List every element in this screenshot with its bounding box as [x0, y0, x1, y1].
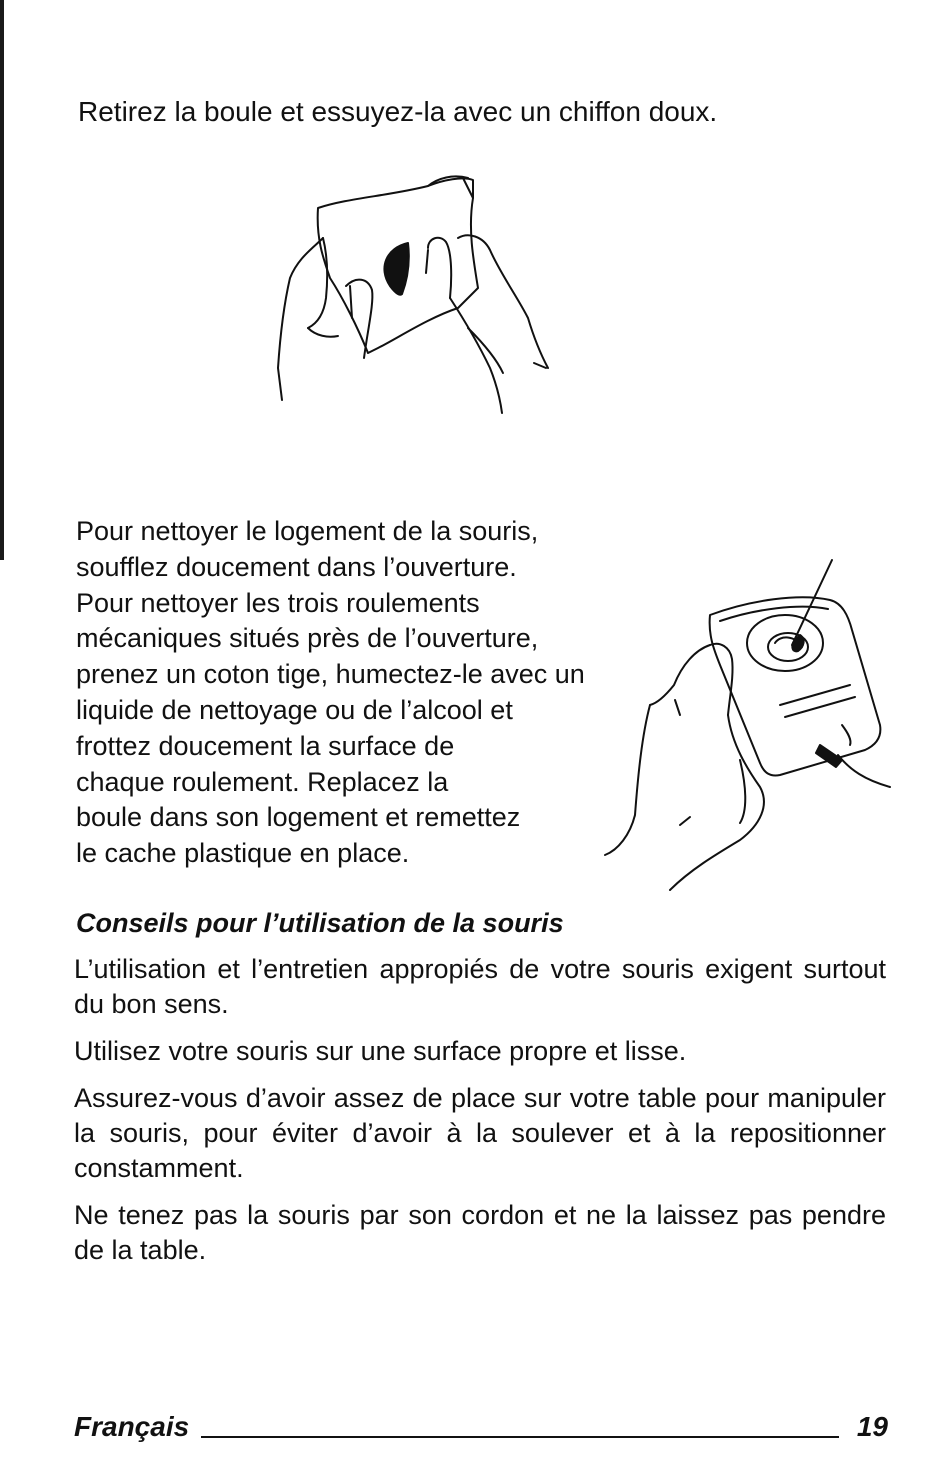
cleaning-line: soufflez doucement dans l’ouverture. — [76, 551, 517, 582]
cleaning-line: Pour nettoyer le logement de la souris, — [76, 516, 539, 546]
tip-paragraph: L’utilisation et l’entretien appropiés de votre souris exigent surtout du bon sens. — [74, 954, 886, 1019]
hands-wiping-ball-illustration — [268, 168, 568, 428]
section-heading: Conseils pour l’utilisation de la souris — [76, 908, 564, 938]
cleaning-line: boule dans son logement et remettez — [76, 802, 521, 833]
cleaning-line: chaque roulement. Replacez la — [76, 766, 449, 797]
footer-rule — [201, 1436, 839, 1438]
footer-language: Français — [74, 1411, 190, 1442]
page-edge-mark — [0, 0, 4, 560]
tip-paragraph: Utilisez votre souris sur une surface propre et lisse. — [74, 1036, 687, 1066]
tip-paragraph: Ne tenez pas la souris par son cordon et ne la laissez pas pendre de la table. — [74, 1200, 886, 1265]
cleaning-line: Pour nettoyer les trois roulements — [76, 587, 480, 618]
tips-section — [74, 952, 886, 1280]
cleaning-line: liquide de nettoyage ou de l’alcool et — [76, 694, 513, 725]
cleaning-line: mécaniques situés près de l’ouverture, — [76, 623, 539, 654]
page-number: 19 — [856, 1411, 888, 1442]
intro-instruction: Retirez la boule et essuyez-la avec un chiffon doux. — [78, 96, 718, 127]
page-footer — [74, 1404, 888, 1444]
cotton-swab-cleaning-illustration — [580, 555, 900, 895]
tip-paragraph: Assurez-vous d’avoir assez de place sur votre table pour manipuler la souris, pour éviter d’avoir à la soulever et à la repositionner constamment. — [74, 1083, 886, 1183]
cleaning-line: prenez un coton tige, humectez-le avec un — [76, 659, 585, 690]
cleaning-line: frottez doucement la surface de — [76, 730, 455, 761]
cleaning-line: le cache plastique en place. — [76, 838, 410, 869]
